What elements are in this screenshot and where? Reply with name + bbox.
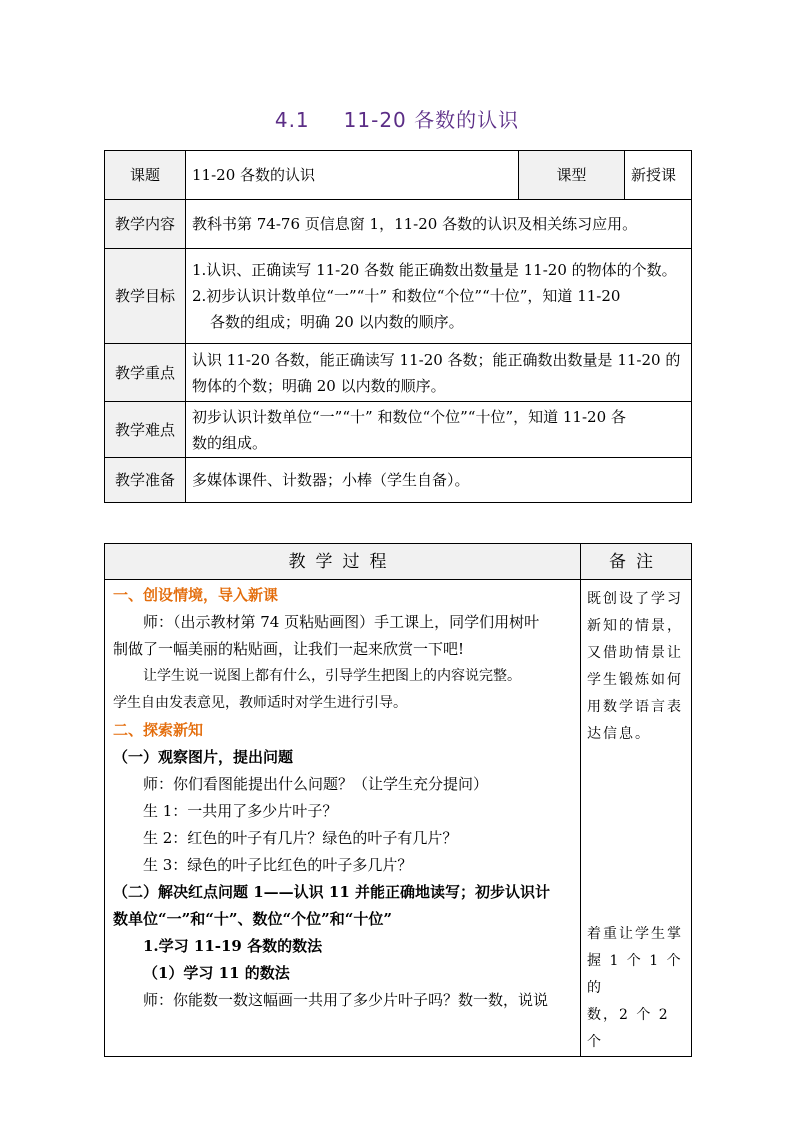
type-value: 新授课 <box>625 151 692 200</box>
key-line: 认识 11-20 各数，能正确读写 11-20 各数；能正确数出数量是 11-20 的 <box>192 350 681 369</box>
difficulty-line: 数的组成。 <box>192 433 268 452</box>
table-row <box>105 580 692 1057</box>
note-line: 数，2 个 2 个 <box>587 1007 670 1050</box>
section-number: 4.1 <box>274 108 310 132</box>
step-heading: （1）学习 11 的数法 <box>143 964 290 982</box>
difficulty-value <box>186 402 692 458</box>
note-line: 达信息。 <box>587 726 651 742</box>
goals-label: 教学目标 <box>105 249 186 344</box>
paragraph-line: 师：你们看图能提出什么问题？（让学生充分提问） <box>143 775 489 793</box>
subsection-heading: （二）解决红点问题 1——认识 11 并能正确地读写；初步认识计 <box>113 883 550 901</box>
table-row <box>105 402 692 458</box>
lesson-info-table <box>104 150 692 503</box>
paragraph-line: 制做了一幅美丽的粘贴画，让我们一起来欣赏一下吧! <box>113 640 465 658</box>
paragraph-line: 生 3：绿色的叶子比红色的叶子多几片？ <box>143 856 413 874</box>
prep-label: 教学准备 <box>105 458 186 503</box>
content-value: 教科书第 74-76 页信息窗 1，11-20 各数的认识及相关练习应用。 <box>186 200 692 249</box>
goal-line: 2.初步认识计数单位“一”“十” 和数位“个位”“十位”，知道 11-20 <box>192 287 621 305</box>
table-row <box>105 544 692 580</box>
step-heading: 1.学习 11-19 各数的数法 <box>143 937 323 955</box>
note-line: 着重让学生掌 <box>587 926 683 942</box>
subsection-heading: （一）观察图片，提出问题 <box>113 748 294 766</box>
table-row <box>105 151 692 200</box>
section-heading: 二、探索新知 <box>113 721 204 739</box>
paragraph-line: 让学生说一说图上都有什么，引导学生把图上的内容说完整。 <box>143 668 521 684</box>
subsection-heading: 数单位“一”和“十”、数位“个位”和“十位” <box>113 910 393 928</box>
key-line: 物体的个数；明确 20 以内数的顺序。 <box>192 376 446 395</box>
note-line: 新知的情景， <box>587 618 683 634</box>
table-row <box>105 458 692 503</box>
note-line: 握 1 个 1 个的 <box>587 953 683 996</box>
key-label: 教学重点 <box>105 344 186 402</box>
notes-content <box>581 580 692 1057</box>
note-line: 学生锻炼如何 <box>587 672 683 688</box>
content-label: 教学内容 <box>105 200 186 249</box>
key-value <box>186 344 692 402</box>
note-spacer <box>587 748 687 921</box>
goal-line: 各数的组成；明确 20 以内数的顺序。 <box>210 313 464 331</box>
prep-value: 多媒体课件、计数器；小棒（学生自备）。 <box>186 458 692 503</box>
lesson-label: 课题 <box>105 151 186 200</box>
difficulty-line: 初步认识计数单位“一”“十” 和数位“个位”“十位”，知道 11-20 各 <box>192 407 626 426</box>
goals-value <box>186 249 692 344</box>
note-line: 既创设了学习 <box>587 591 683 607</box>
page-title <box>0 104 794 133</box>
table-row <box>105 344 692 402</box>
teaching-process-table <box>104 543 692 1057</box>
difficulty-label: 教学难点 <box>105 402 186 458</box>
section-heading: 一、创设情境，导入新课 <box>113 586 279 604</box>
goal-line: 1.认识、正确读写 11-20 各数 能正确数出数量是 11-20 的物体的个数。 <box>192 261 677 279</box>
note-line: 用数学语言表 <box>587 699 683 715</box>
type-label: 课型 <box>519 151 625 200</box>
paragraph-line: 生 1：一共用了多少片叶子？ <box>143 802 338 820</box>
table-row <box>105 249 692 344</box>
table-row <box>105 200 692 249</box>
paragraph-line: 生 2：红色的叶子有几片？绿色的叶子有几片？ <box>143 829 458 847</box>
notes-header: 备注 <box>581 544 692 580</box>
process-header: 教学过程 <box>105 544 581 580</box>
paragraph-line: 师：（出示教材第 74 页粘贴画图）手工课上，同学们用树叶 <box>143 613 540 631</box>
section-title: 11-20 各数的认识 <box>343 108 520 132</box>
lesson-value: 11-20 各数的认识 <box>186 151 519 200</box>
note-line: 又借助情景让 <box>587 645 683 661</box>
paragraph-line: 学生自由发表意见，教师适时对学生进行引导。 <box>113 695 407 711</box>
process-content <box>105 580 581 1057</box>
paragraph-line: 师：你能数一数这幅画一共用了多少片叶子吗？数一数，说说 <box>143 991 549 1009</box>
